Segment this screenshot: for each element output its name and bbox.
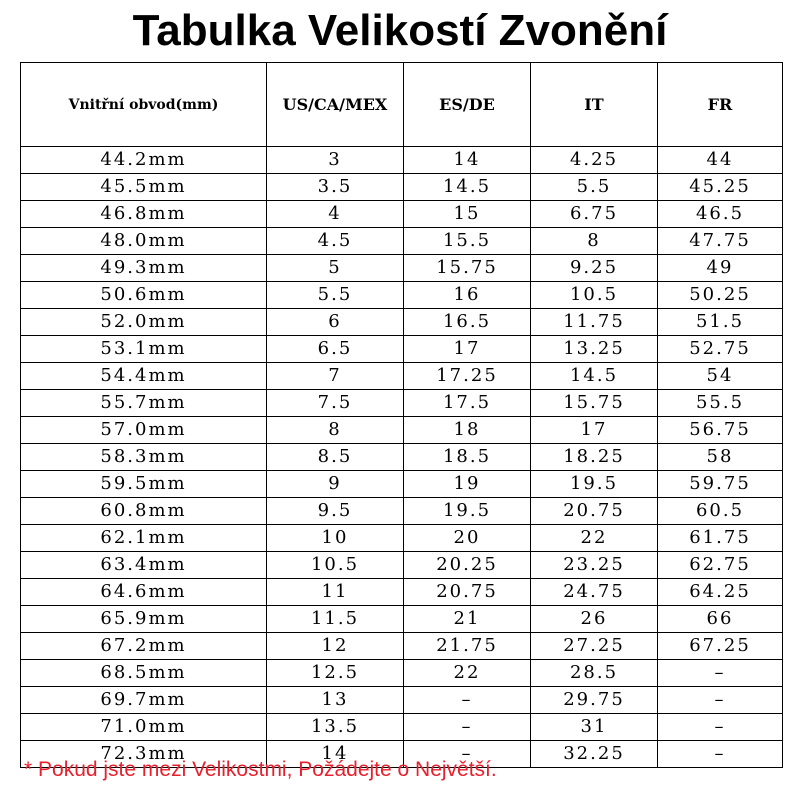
cell-us-ca-mex: 7.5 (267, 390, 404, 417)
cell-es-de: 19 (404, 471, 531, 498)
cell-us-ca-mex: 5 (267, 255, 404, 282)
cell-es-de: – (404, 741, 531, 768)
cell-es-de: 18.5 (404, 444, 531, 471)
cell-fr: 55.5 (658, 390, 783, 417)
cell-us-ca-mex: 10.5 (267, 552, 404, 579)
cell-fr: 54 (658, 363, 783, 390)
cell-inner-circumference: 53.1mm (21, 336, 267, 363)
cell-inner-circumference: 57.0mm (21, 417, 267, 444)
table-row (21, 687, 783, 714)
table-body (21, 147, 783, 768)
cell-us-ca-mex: 13.5 (267, 714, 404, 741)
table-row (21, 228, 783, 255)
cell-es-de: 14.5 (404, 174, 531, 201)
cell-fr: – (658, 687, 783, 714)
cell-es-de: 22 (404, 660, 531, 687)
cell-us-ca-mex: 8.5 (267, 444, 404, 471)
table-row (21, 282, 783, 309)
cell-fr: 60.5 (658, 498, 783, 525)
cell-it: 22 (531, 525, 658, 552)
cell-us-ca-mex: 8 (267, 417, 404, 444)
page-title: Tabulka Velikostí Zvonění (132, 6, 668, 55)
table-row (21, 417, 783, 444)
cell-inner-circumference: 46.8mm (21, 201, 267, 228)
table-row (21, 390, 783, 417)
cell-us-ca-mex: 4.5 (267, 228, 404, 255)
cell-it: 4.25 (531, 147, 658, 174)
cell-it: 23.25 (531, 552, 658, 579)
cell-us-ca-mex: 9 (267, 471, 404, 498)
cell-it: 17 (531, 417, 658, 444)
cell-it: 8 (531, 228, 658, 255)
cell-fr: 52.75 (658, 336, 783, 363)
cell-es-de: – (404, 687, 531, 714)
table-row (21, 363, 783, 390)
table-row (21, 255, 783, 282)
cell-es-de: 17 (404, 336, 531, 363)
cell-us-ca-mex: 3 (267, 147, 404, 174)
cell-fr: 61.75 (658, 525, 783, 552)
table-row (21, 309, 783, 336)
cell-it: 27.25 (531, 633, 658, 660)
cell-es-de: 19.5 (404, 498, 531, 525)
cell-fr: 56.75 (658, 417, 783, 444)
cell-it: 5.5 (531, 174, 658, 201)
cell-us-ca-mex: 3.5 (267, 174, 404, 201)
cell-us-ca-mex: 13 (267, 687, 404, 714)
cell-es-de: 21.75 (404, 633, 531, 660)
cell-us-ca-mex: 10 (267, 525, 404, 552)
cell-inner-circumference: 49.3mm (21, 255, 267, 282)
cell-inner-circumference: 44.2mm (21, 147, 267, 174)
cell-fr: 46.5 (658, 201, 783, 228)
cell-it: 10.5 (531, 282, 658, 309)
cell-es-de: 18 (404, 417, 531, 444)
table-row (21, 579, 783, 606)
header-it: IT (531, 63, 658, 147)
cell-fr: 67.25 (658, 633, 783, 660)
header-row (21, 63, 783, 147)
footnote: * Pokud jste mezi Velikostmi, Požádejte o Největší. (24, 758, 497, 781)
cell-inner-circumference: 69.7mm (21, 687, 267, 714)
cell-it: 24.75 (531, 579, 658, 606)
cell-it: 26 (531, 606, 658, 633)
cell-inner-circumference: 64.6mm (21, 579, 267, 606)
cell-fr: – (658, 660, 783, 687)
cell-us-ca-mex: 6.5 (267, 336, 404, 363)
cell-fr: – (658, 714, 783, 741)
cell-us-ca-mex: 12.5 (267, 660, 404, 687)
cell-fr: 44 (658, 147, 783, 174)
cell-inner-circumference: 48.0mm (21, 228, 267, 255)
cell-inner-circumference: 59.5mm (21, 471, 267, 498)
cell-it: 6.75 (531, 201, 658, 228)
cell-es-de: 14 (404, 147, 531, 174)
cell-it: 13.25 (531, 336, 658, 363)
cell-es-de: 17.25 (404, 363, 531, 390)
cell-it: 29.75 (531, 687, 658, 714)
cell-inner-circumference: 71.0mm (21, 714, 267, 741)
table-header (21, 63, 783, 147)
cell-us-ca-mex: 6 (267, 309, 404, 336)
table-row (21, 471, 783, 498)
cell-fr: 64.25 (658, 579, 783, 606)
cell-it: 20.75 (531, 498, 658, 525)
table-row (21, 336, 783, 363)
cell-fr: 45.25 (658, 174, 783, 201)
cell-fr: 58 (658, 444, 783, 471)
header-us-ca-mex: US/CA/MEX (267, 63, 404, 147)
header-inner-circumference: Vnitřní obvod(mm) (21, 63, 267, 147)
cell-us-ca-mex: 5.5 (267, 282, 404, 309)
table-row (21, 444, 783, 471)
cell-it: 11.75 (531, 309, 658, 336)
cell-fr: 50.25 (658, 282, 783, 309)
table-row (21, 525, 783, 552)
cell-inner-circumference: 50.6mm (21, 282, 267, 309)
table-row (21, 660, 783, 687)
cell-it: 31 (531, 714, 658, 741)
cell-es-de: 16.5 (404, 309, 531, 336)
cell-it: 19.5 (531, 471, 658, 498)
cell-es-de: 20.75 (404, 579, 531, 606)
cell-es-de: 20.25 (404, 552, 531, 579)
table-row (21, 174, 783, 201)
table-row (21, 606, 783, 633)
cell-inner-circumference: 68.5mm (21, 660, 267, 687)
cell-us-ca-mex: 4 (267, 201, 404, 228)
cell-us-ca-mex: 9.5 (267, 498, 404, 525)
cell-it: 9.25 (531, 255, 658, 282)
table-row (21, 714, 783, 741)
cell-es-de: 16 (404, 282, 531, 309)
cell-inner-circumference: 55.7mm (21, 390, 267, 417)
size-table (20, 62, 783, 768)
cell-es-de: – (404, 714, 531, 741)
cell-inner-circumference: 62.1mm (21, 525, 267, 552)
cell-us-ca-mex: 11 (267, 579, 404, 606)
cell-inner-circumference: 58.3mm (21, 444, 267, 471)
cell-es-de: 15 (404, 201, 531, 228)
table-row (21, 633, 783, 660)
cell-inner-circumference: 72.3mm (21, 741, 267, 768)
cell-fr: 62.75 (658, 552, 783, 579)
table-row (21, 147, 783, 174)
cell-fr: 66 (658, 606, 783, 633)
cell-fr: – (658, 741, 783, 768)
table-row (21, 498, 783, 525)
cell-es-de: 15.75 (404, 255, 531, 282)
cell-us-ca-mex: 7 (267, 363, 404, 390)
cell-es-de: 20 (404, 525, 531, 552)
cell-inner-circumference: 63.4mm (21, 552, 267, 579)
cell-it: 14.5 (531, 363, 658, 390)
cell-it: 15.75 (531, 390, 658, 417)
cell-es-de: 21 (404, 606, 531, 633)
cell-it: 28.5 (531, 660, 658, 687)
cell-es-de: 17.5 (404, 390, 531, 417)
cell-inner-circumference: 52.0mm (21, 309, 267, 336)
cell-fr: 49 (658, 255, 783, 282)
cell-fr: 59.75 (658, 471, 783, 498)
cell-it: 18.25 (531, 444, 658, 471)
header-fr: FR (658, 63, 783, 147)
cell-inner-circumference: 54.4mm (21, 363, 267, 390)
cell-fr: 51.5 (658, 309, 783, 336)
header-es-de: ES/DE (404, 63, 531, 147)
table-row (21, 552, 783, 579)
cell-us-ca-mex: 12 (267, 633, 404, 660)
cell-inner-circumference: 67.2mm (21, 633, 267, 660)
cell-it: 32.25 (531, 741, 658, 768)
cell-inner-circumference: 45.5mm (21, 174, 267, 201)
cell-inner-circumference: 65.9mm (21, 606, 267, 633)
cell-inner-circumference: 60.8mm (21, 498, 267, 525)
cell-us-ca-mex: 11.5 (267, 606, 404, 633)
cell-us-ca-mex: 14 (267, 741, 404, 768)
cell-es-de: 15.5 (404, 228, 531, 255)
table-row (21, 201, 783, 228)
cell-fr: 47.75 (658, 228, 783, 255)
